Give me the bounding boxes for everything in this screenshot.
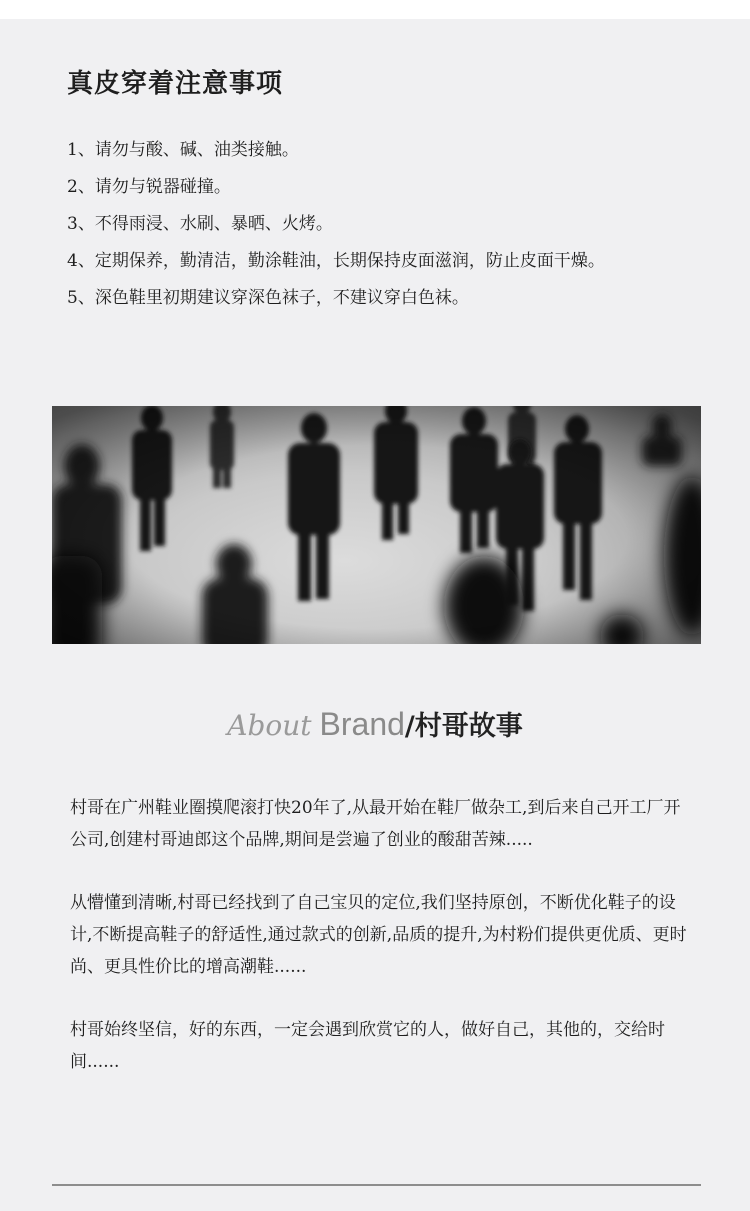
brand-story-heading <box>0 702 750 752</box>
story-paragraph: 村哥在广州鞋业圈摸爬滚打快20年了,从最开始在鞋厂做杂工,到后来自己开工厂开公司,创建村哥迪郎这个品牌,期间是尝遍了创业的酸甜苦辣..... <box>70 798 681 850</box>
care-item: 2、请勿与锐器碰撞。 <box>67 177 231 197</box>
care-item: 4、定期保养，勤清洁，勤涂鞋油，长期保持皮面滋润，防止皮面干燥。 <box>67 251 605 271</box>
story-paragraph: 从懵懂到清晰,村哥已经找到了自己宝贝的定位,我们坚持原创，不断优化鞋子的设计,不断提高鞋子的舒适性,通过款式的创新,品质的提升,为村粉们提供更优质、更时尚、更具性价比的增高潮鞋...... <box>70 893 687 977</box>
care-item: 5、深色鞋里初期建议穿深色袜子，不建议穿白色袜。 <box>67 288 469 308</box>
story-paragraph: 村哥始终坚信，好的东西，一定会遇到欣赏它的人，做好自己，其他的，交给时间...... <box>70 1020 665 1072</box>
care-instructions-list <box>67 132 605 317</box>
care-instructions-title: 真皮穿着注意事项 <box>67 69 284 99</box>
brand-word: Brand <box>319 706 405 742</box>
brand-story <box>70 792 690 1109</box>
crowd-photo <box>52 406 701 644</box>
brand-story-title: /村哥故事 <box>404 711 523 742</box>
bottom-divider <box>52 1184 701 1186</box>
about-word: About <box>227 709 312 742</box>
care-item: 1、请勿与酸、碱、油类接触。 <box>67 140 299 160</box>
crowd-photo-banner <box>52 406 701 644</box>
care-item: 3、不得雨浸、水刷、暴晒、火烤。 <box>67 214 333 234</box>
